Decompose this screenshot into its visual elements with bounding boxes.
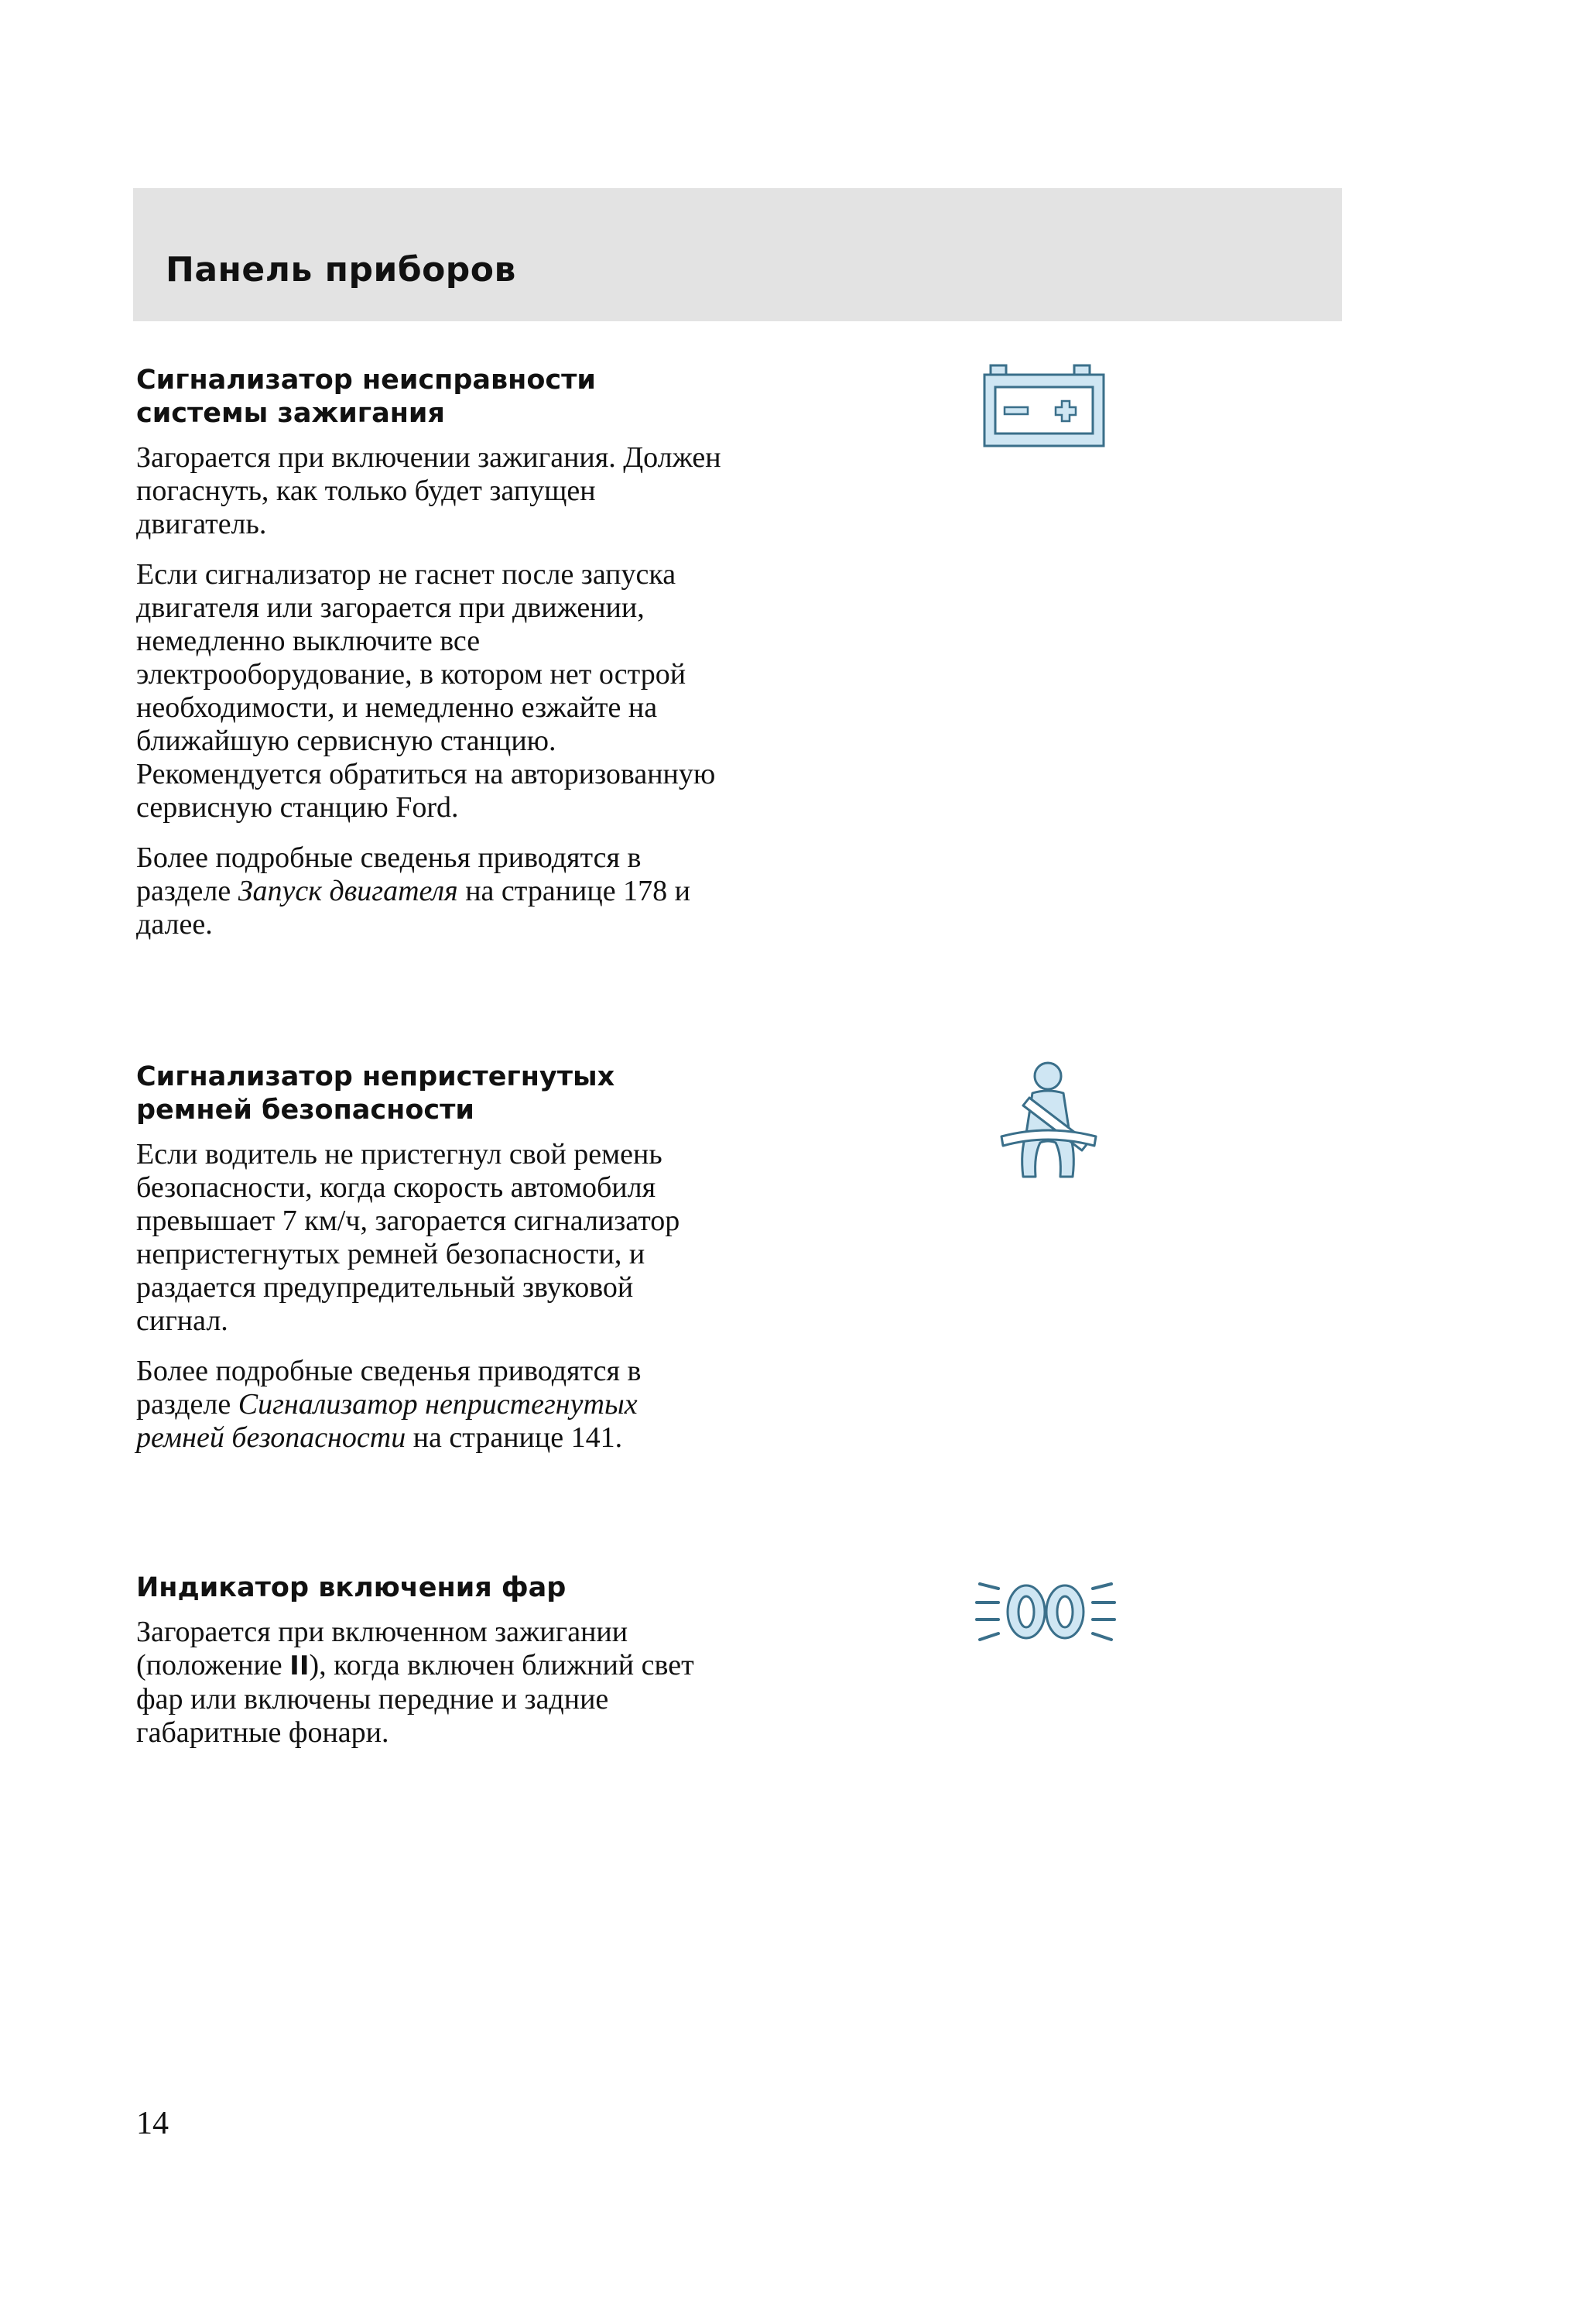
cross-reference-paragraph — [136, 1355, 724, 1455]
paragraph-text: Загорается при включенном зажигании (положение — [136, 1616, 628, 1681]
section-heading-line: Сигнализатор неисправности — [136, 365, 596, 396]
ignition-position-label: II — [289, 1650, 310, 1681]
page-title: Панель приборов — [166, 250, 516, 290]
cross-reference-text: на странице 178 и далее. — [136, 875, 690, 941]
cross-reference-text: на странице 141. — [406, 1421, 623, 1454]
section-ignition-warning — [136, 364, 724, 958]
battery-warning-icon — [981, 362, 1108, 451]
seatbelt-warning-icon — [997, 1059, 1102, 1183]
section-heading-line: системы зажигания — [136, 398, 445, 429]
paragraph — [136, 1616, 724, 1750]
section-seatbelt-warning — [136, 1061, 724, 1472]
cross-reference-paragraph — [136, 842, 724, 941]
page-number: 14 — [136, 2106, 169, 2141]
cross-reference-text: Более подробные сведенья приводятся в разделе — [136, 1355, 642, 1421]
section-heading-line: Сигнализатор непристегнутых — [136, 1061, 615, 1092]
section-heading-line: ремней безопасности — [136, 1095, 474, 1126]
paragraph: Если сигнализатор не гаснет после запуска двигателя или загорается при движении, немедленно выключите все электрооборудование, в котором нет острой необходимости, и немедленно езжайте на ближайшую сервисную станцию. Рекомендуется обратиться на авторизованную сервисную станцию Ford. — [136, 558, 716, 824]
cross-reference-link[interactable]: Сигнализатор непристегнутых ремней безопасности — [136, 1388, 638, 1454]
headlamp-indicator-icon — [972, 1572, 1119, 1649]
paragraph: Загорается при включении зажигания. Должен погаснуть, как только будет запущен двигатель. — [136, 441, 721, 540]
section-heading — [136, 364, 724, 430]
paragraph: Если водитель не пристегнул свой ремень безопасности, когда скорость автомобиля превышает 7 км/ч, загорается сигнализатор непристегнутых ремней безопасности, и раздается предупредительный звуковой сигнал. — [136, 1138, 680, 1337]
paragraph-text: ), когда включен ближний свет фар или включены передние и задние габаритные фонари. — [136, 1649, 694, 1749]
section-heading: Индикатор включения фар — [136, 1572, 567, 1603]
header-band — [133, 188, 1342, 321]
cross-reference-link[interactable]: Запуск двигателя — [238, 875, 458, 907]
section-heading — [136, 1061, 724, 1127]
cross-reference-text: Более подробные сведенья приводятся в разделе — [136, 842, 642, 907]
section-headlamp-indicator — [136, 1572, 724, 1767]
